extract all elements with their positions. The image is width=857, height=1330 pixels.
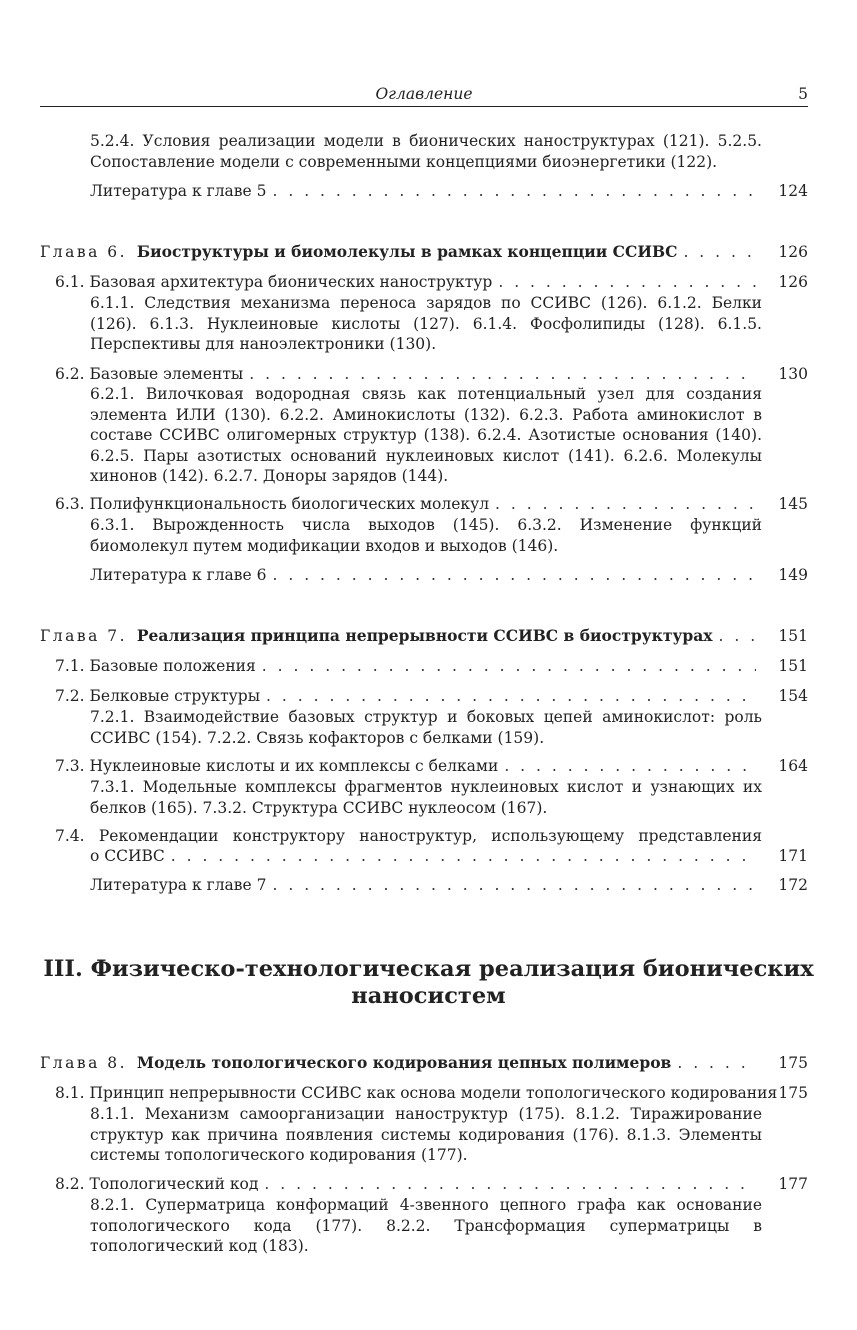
toc-page-number: 151	[778, 657, 808, 675]
section-label: 7.3. Нуклеиновые кислоты и их комплексы с белками	[55, 757, 499, 775]
running-header	[40, 84, 808, 104]
toc-section-6-2[interactable]	[55, 364, 762, 385]
toc-subsections-7-2: 7.2.1. Взаимодействие базовых структур и боковых цепей аминокислот: роль ССИВС (154). 7.2.2. Связь кофакторов с белками (159).	[90, 708, 762, 747]
section-label: 7.2. Белковые структуры	[55, 687, 261, 705]
toc-subsections-8-2: 8.2.1. Суперматрица конформаций 4-звенного цепного графа как основание топологического кода (177). 8.2.2. Трансформация суперматрицы в топологический код (183).	[90, 1196, 762, 1255]
toc-chapter-7[interactable]	[40, 626, 762, 647]
part-title-line1: III. Физическо-технологическая реализация бионических	[43, 956, 814, 982]
toc-page-number: 130	[778, 365, 808, 383]
toc-chapter-6[interactable]	[40, 242, 762, 263]
section-label: 6.2. Базовые элементы	[55, 365, 244, 383]
toc-subsections-7-3: 7.3.1. Модельные комплексы фрагментов нуклеиновых кислот и узнающих их белков (165). 7.3.2. Структура ССИВС нуклеосом (167).	[90, 778, 762, 817]
leader-dots	[498, 272, 756, 293]
toc-page-number: 171	[778, 847, 808, 865]
toc-page-number: 126	[778, 273, 808, 291]
toc-section-7-2[interactable]	[55, 686, 762, 707]
toc-entry-lit-6[interactable]	[90, 565, 762, 586]
toc-section-7-4[interactable]	[90, 846, 762, 867]
toc-subsections-6-1: 6.1.1. Следствия механизма переноса зарядов по ССИВС (126). 6.1.2. Белки (126). 6.1.3. Нуклеиновые кислоты (127). 6.1.4. Фосфолипиды (128). 6.1.5. Перспективы для наноэлектроники (130).	[90, 294, 762, 353]
page-number: 5	[798, 85, 808, 103]
toc-page-number: 164	[778, 757, 808, 775]
section-label: 6.3. Полифункциональность биологических молекул	[55, 495, 490, 513]
chapter-label: Глава 8.	[40, 1054, 128, 1072]
toc-section-8-2[interactable]	[55, 1174, 762, 1195]
header-rule	[40, 106, 808, 107]
toc-chapter-8[interactable]	[40, 1053, 762, 1074]
part-title-line2: наносистем	[351, 983, 506, 1009]
toc-page-number: 151	[778, 627, 808, 645]
toc-page-number: 175	[778, 1084, 808, 1102]
toc-entry-label: Литература к главе 5	[90, 182, 267, 200]
chapter-title: Реализация принципа непрерывности ССИВС в биоструктурах	[136, 626, 713, 645]
leader-dots	[495, 494, 756, 515]
section-label: 6.1. Базовая архитектура бионических наноструктур	[55, 273, 493, 291]
leader-dots	[683, 242, 756, 263]
toc-page-number: 175	[778, 1054, 808, 1072]
toc-section-6-1[interactable]	[55, 272, 762, 293]
toc-page-number: 126	[778, 243, 808, 261]
toc-page-number: 124	[778, 182, 808, 200]
toc-section-6-3[interactable]	[55, 494, 762, 515]
leader-dots	[249, 364, 756, 385]
header-title: Оглавление	[375, 85, 473, 103]
leader-dots	[677, 1053, 756, 1074]
toc-page-number: 177	[778, 1175, 808, 1193]
toc-page-number: 172	[778, 876, 808, 894]
toc-page-number: 145	[778, 495, 808, 513]
leader-dots	[272, 875, 756, 896]
toc-page-number: 154	[778, 687, 808, 705]
toc-page-number: 149	[778, 566, 808, 584]
leader-dots	[272, 181, 756, 202]
leader-dots	[504, 756, 756, 777]
section-label: 7.1. Базовые положения	[55, 657, 256, 675]
toc-entry-label: Литература к главе 7	[90, 876, 267, 894]
chapter-label: Глава 6.	[40, 243, 128, 261]
chapter-label: Глава 7.	[40, 627, 128, 645]
toc-entry-lit-5[interactable]	[90, 181, 762, 202]
leader-dots	[719, 626, 756, 647]
toc-section-8-1[interactable]	[55, 1083, 778, 1104]
chapter-title: Модель топологического кодирования цепных полимеров	[136, 1053, 672, 1072]
section-label: о ССИВС	[90, 847, 165, 865]
toc-entry-label: Литература к главе 6	[90, 566, 267, 584]
section-label: 8.1. Принцип непрерывности ССИВС как основа модели топологического кодирования	[55, 1084, 778, 1102]
toc-subsections-6-3: 6.3.1. Вырожденность числа выходов (145). 6.3.2. Изменение функций биомолекул путем модификации входов и выходов (146).	[90, 516, 762, 555]
toc-subsections-6-2: 6.2.1. Вилочковая водородная связь как потенциальный узел для создания элемента ИЛИ (130). 6.2.2. Аминокислоты (132). 6.2.3. Работа аминокислот в составе ССИВС олигомерных структур (138). 6.2.4. Азотистые основания (140). 6.2.5. Пары азотистых оснований нуклеиновых кислот (141). 6.2.6. Молекулы хинонов (142). 6.2.7. Доноры зарядов (144).	[90, 385, 762, 485]
chapter-title: Биоструктуры и биомолекулы в рамках концепции ССИВС	[136, 242, 678, 261]
toc-subsections-5-2: 5.2.4. Условия реализации модели в бионических наноструктурах (121). 5.2.5. Сопоставление модели с современными концепциями биоэнергетики (122).	[90, 132, 762, 171]
toc-entry-lit-7[interactable]	[90, 875, 762, 896]
toc-section-7-3[interactable]	[55, 756, 762, 777]
toc-section-7-4-line1[interactable]: 7.4. Рекомендации конструктору наноструктур, использующему представления	[55, 827, 762, 845]
leader-dots	[266, 686, 756, 707]
leader-dots	[272, 565, 756, 586]
section-label: 8.2. Топологический код	[55, 1175, 259, 1193]
toc-subsections-8-1: 8.1.1. Механизм самоорганизации наноструктур (175). 8.1.2. Тиражирование структур как причина появления системы кодирования (176). 8.1.3. Элементы системы топологического кодирования (177).	[90, 1105, 762, 1164]
leader-dots	[264, 1174, 756, 1195]
toc-section-7-1[interactable]	[55, 656, 762, 677]
leader-dots	[171, 846, 756, 867]
leader-dots	[262, 656, 756, 677]
